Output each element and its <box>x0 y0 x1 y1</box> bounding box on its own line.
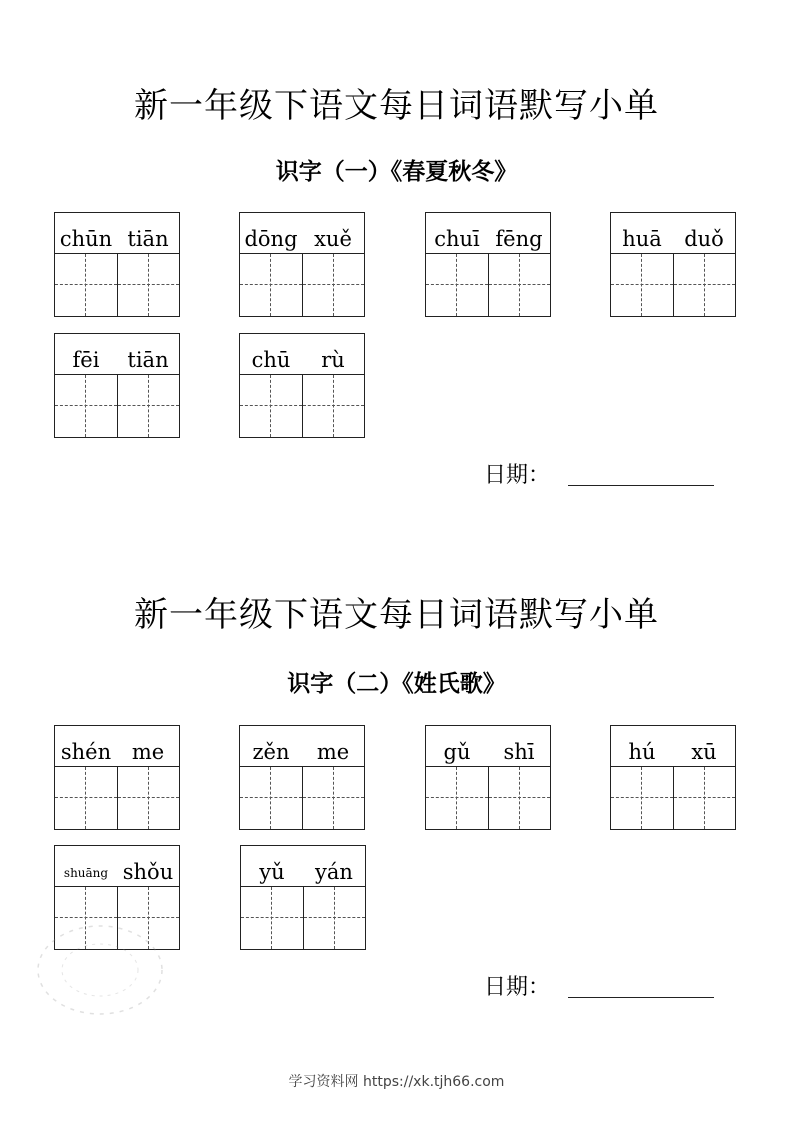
date-label: 日期： <box>484 975 551 1000</box>
tian-zi-ge-cell[interactable] <box>611 767 673 829</box>
tian-zi-ge-cell[interactable] <box>117 375 179 437</box>
writing-grid <box>425 253 551 317</box>
writing-grid <box>239 374 365 438</box>
tian-zi-ge-cell[interactable] <box>55 887 117 949</box>
word-box <box>240 845 366 951</box>
pinyin-right: tiān <box>127 227 169 251</box>
lesson-subtitle: 识字（二）《姓氏歌》 <box>287 671 506 697</box>
writing-grid <box>240 886 366 950</box>
tian-zi-ge-cell[interactable] <box>302 375 364 437</box>
tian-zi-ge-cell[interactable] <box>611 254 673 316</box>
lesson-subtitle: 识字（一）《春夏秋冬》 <box>275 159 518 185</box>
pinyin-left: shuāng <box>63 866 109 880</box>
tian-zi-ge-cell[interactable] <box>426 767 488 829</box>
date-input-line[interactable] <box>568 997 714 998</box>
writing-grid <box>239 253 365 317</box>
word-box <box>54 212 180 318</box>
pinyin-left: yǔ <box>259 860 285 884</box>
pinyin-left: chuī <box>434 227 480 251</box>
pinyin-box <box>239 725 365 766</box>
word-box <box>239 212 365 318</box>
tian-zi-ge-cell[interactable] <box>55 375 117 437</box>
pinyin-left: dōng <box>244 227 298 251</box>
writing-grid <box>54 886 180 950</box>
tian-zi-ge-cell[interactable] <box>240 375 302 437</box>
pinyin-right: xū <box>691 740 717 764</box>
tian-zi-ge-cell[interactable] <box>240 254 302 316</box>
pinyin-left: chūn <box>59 227 113 251</box>
date-label: 日期： <box>484 463 551 488</box>
writing-grid <box>610 253 736 317</box>
writing-grid <box>425 766 551 830</box>
word-box <box>54 333 180 439</box>
pinyin-box <box>240 845 366 886</box>
pinyin-right: me <box>316 740 350 764</box>
pinyin-left: huā <box>622 227 662 251</box>
tian-zi-ge-cell[interactable] <box>302 767 364 829</box>
pinyin-left: zěn <box>252 740 290 764</box>
pinyin-right: duǒ <box>684 227 724 251</box>
tian-zi-ge-cell[interactable] <box>302 254 364 316</box>
pinyin-box <box>239 333 365 374</box>
pinyin-box <box>425 212 551 253</box>
pinyin-box <box>239 212 365 253</box>
page-title: 新一年级下语文每日词语默写小单 <box>134 595 659 635</box>
pinyin-box <box>54 333 180 374</box>
word-box <box>610 212 736 318</box>
tian-zi-ge-cell[interactable] <box>673 767 735 829</box>
tian-zi-ge-cell[interactable] <box>117 887 179 949</box>
pinyin-left: hú <box>628 740 656 764</box>
pinyin-left: chū <box>251 348 291 372</box>
word-box <box>54 845 180 951</box>
footer-source: 学习资料网 https://xk.tjh66.com <box>288 1074 505 1090</box>
word-box <box>239 725 365 831</box>
writing-grid <box>54 253 180 317</box>
tian-zi-ge-cell[interactable] <box>55 254 117 316</box>
page-title: 新一年级下语文每日词语默写小单 <box>134 86 659 126</box>
pinyin-right: xuě <box>314 227 352 251</box>
tian-zi-ge-cell[interactable] <box>55 767 117 829</box>
pinyin-box <box>610 725 736 766</box>
pinyin-box <box>54 212 180 253</box>
pinyin-right: shǒu <box>122 860 174 884</box>
pinyin-box <box>610 212 736 253</box>
pinyin-right: rù <box>321 348 345 372</box>
tian-zi-ge-cell[interactable] <box>241 887 303 949</box>
writing-grid <box>610 766 736 830</box>
pinyin-right: tiān <box>127 348 169 372</box>
word-box <box>425 725 551 831</box>
tian-zi-ge-cell[interactable] <box>488 767 550 829</box>
writing-grid <box>239 766 365 830</box>
tian-zi-ge-cell[interactable] <box>673 254 735 316</box>
pinyin-box <box>54 725 180 766</box>
pinyin-right: yán <box>315 860 353 884</box>
word-box <box>425 212 551 318</box>
tian-zi-ge-cell[interactable] <box>117 254 179 316</box>
date-input-line[interactable] <box>568 485 714 486</box>
pinyin-box <box>54 845 180 886</box>
pinyin-right: fēng <box>495 227 543 251</box>
tian-zi-ge-cell[interactable] <box>303 887 365 949</box>
pinyin-box <box>425 725 551 766</box>
pinyin-right: shī <box>503 740 535 764</box>
writing-grid <box>54 766 180 830</box>
pinyin-left: fēi <box>72 348 100 372</box>
word-box <box>239 333 365 439</box>
word-box <box>54 725 180 831</box>
writing-grid <box>54 374 180 438</box>
tian-zi-ge-cell[interactable] <box>117 767 179 829</box>
pinyin-left: gǔ <box>443 740 471 764</box>
pinyin-left: shén <box>60 740 112 764</box>
tian-zi-ge-cell[interactable] <box>240 767 302 829</box>
word-box <box>610 725 736 831</box>
pinyin-right: me <box>131 740 165 764</box>
tian-zi-ge-cell[interactable] <box>426 254 488 316</box>
tian-zi-ge-cell[interactable] <box>488 254 550 316</box>
